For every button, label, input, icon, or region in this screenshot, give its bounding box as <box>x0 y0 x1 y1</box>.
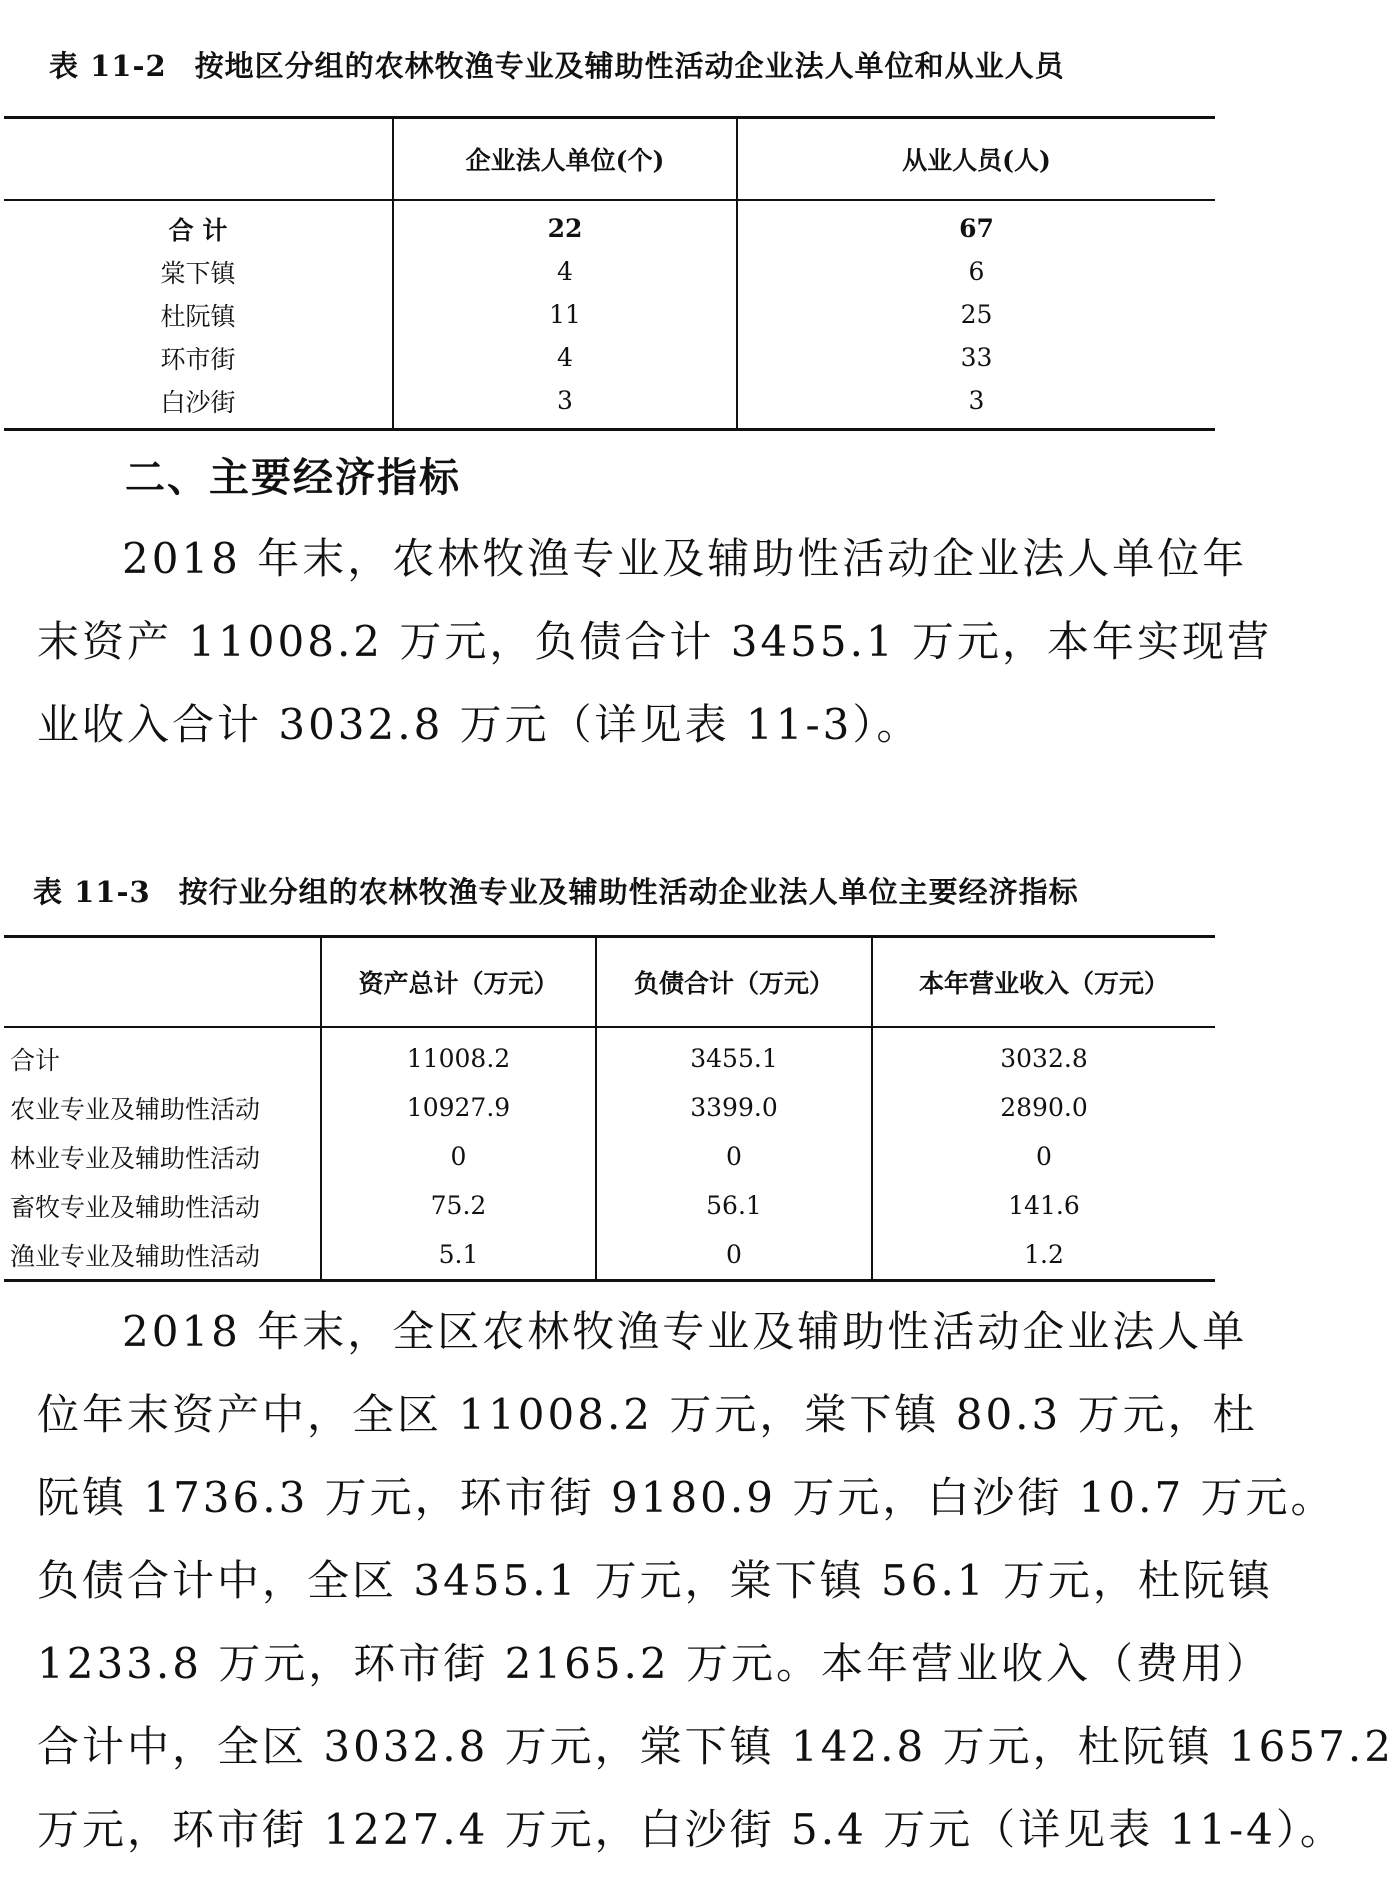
cell-assets: 0 <box>321 1132 596 1181</box>
row-label: 农业专业及辅助性活动 <box>10 1094 261 1124</box>
table-11-2 <box>4 116 1215 431</box>
table-row <box>4 1083 1215 1132</box>
cell-revenue: 2890.0 <box>872 1083 1215 1132</box>
row-label: 林业专业及辅助性活动 <box>10 1143 261 1173</box>
cell-units: 11 <box>393 293 737 336</box>
cell-units: 22 <box>393 200 737 250</box>
table-11-3-caption <box>33 870 1079 911</box>
row-label: 合计 <box>10 1045 61 1075</box>
table-11-2-caption <box>49 44 1065 85</box>
table-header-row <box>4 937 1215 1028</box>
header-cell-liabilities: 负债合计（万元） <box>596 937 872 1028</box>
cell-liabilities: 3399.0 <box>596 1083 872 1132</box>
row-label: 棠下镇 <box>160 258 236 288</box>
cell-assets: 75.2 <box>321 1181 596 1230</box>
cell-units: 4 <box>393 250 737 293</box>
paragraph-line: 2018 年末，农林牧渔专业及辅助性活动企业法人单位年 <box>122 534 1248 583</box>
table-header-row <box>4 118 1215 201</box>
table-11-3-number: 表 11-3 <box>33 875 151 909</box>
paragraph-line: 1233.8 万元，环市街 2165.2 万元。本年营业收入（费用） <box>37 1639 1271 1688</box>
cell-liabilities: 0 <box>596 1230 872 1281</box>
table-row <box>4 1230 1215 1281</box>
paragraph-summary <box>37 517 1273 766</box>
header-cell-assets: 资产总计（万元） <box>321 937 596 1028</box>
table-row <box>4 1132 1215 1181</box>
table-11-3-title: 按行业分组的农林牧渔专业及辅助性活动企业法人单位主要经济指标 <box>178 875 1079 909</box>
header-cell-revenue: 本年营业收入（万元） <box>872 937 1215 1028</box>
paragraph-line: 2018 年末，全区农林牧渔专业及辅助性活动企业法人单 <box>122 1307 1248 1356</box>
paragraph-line: 合计中，全区 3032.8 万元，棠下镇 142.8 万元，杜阮镇 1657.2 <box>37 1722 1394 1771</box>
row-label: 环市街 <box>160 344 236 374</box>
table-row <box>4 293 1215 336</box>
cell-assets: 11008.2 <box>321 1027 596 1083</box>
cell-liabilities: 0 <box>596 1132 872 1181</box>
paragraph-line: 阮镇 1736.3 万元，环市街 9180.9 万元，白沙街 10.7 万元。 <box>37 1473 1336 1522</box>
cell-employees: 6 <box>737 250 1215 293</box>
row-label: 合 计 <box>168 215 228 245</box>
row-label: 白沙街 <box>160 387 236 417</box>
table-row <box>4 1181 1215 1230</box>
paragraph-line: 末资产 11008.2 万元，负债合计 3455.1 万元，本年实现营 <box>37 617 1273 666</box>
paragraph-breakdown <box>37 1290 1394 1871</box>
cell-employees: 33 <box>737 336 1215 379</box>
paragraph-line: 负债合计中，全区 3455.1 万元，棠下镇 56.1 万元，杜阮镇 <box>37 1556 1273 1605</box>
table-11-2-title: 按地区分组的农林牧渔专业及辅助性活动企业法人单位和从业人员 <box>194 49 1065 83</box>
table-11-3 <box>4 935 1215 1282</box>
cell-employees: 67 <box>737 200 1215 250</box>
section-heading: 二、主要经济指标 <box>125 455 461 501</box>
paragraph-line: 位年末资产中，全区 11008.2 万元，棠下镇 80.3 万元，杜 <box>37 1390 1258 1439</box>
cell-liabilities: 3455.1 <box>596 1027 872 1083</box>
cell-employees: 3 <box>737 379 1215 430</box>
row-label: 渔业专业及辅助性活动 <box>10 1241 261 1271</box>
cell-revenue: 1.2 <box>872 1230 1215 1281</box>
cell-units: 4 <box>393 336 737 379</box>
cell-assets: 5.1 <box>321 1230 596 1281</box>
cell-liabilities: 56.1 <box>596 1181 872 1230</box>
cell-revenue: 141.6 <box>872 1181 1215 1230</box>
paragraph-line: 业收入合计 3032.8 万元（详见表 11-3）。 <box>37 700 922 749</box>
header-cell-empty <box>4 937 321 1028</box>
table-row <box>4 200 1215 250</box>
row-label: 畜牧专业及辅助性活动 <box>10 1192 261 1222</box>
cell-revenue: 3032.8 <box>872 1027 1215 1083</box>
table-row <box>4 250 1215 293</box>
cell-assets: 10927.9 <box>321 1083 596 1132</box>
cell-units: 3 <box>393 379 737 430</box>
header-cell-employees: 从业人员(人) <box>737 118 1215 201</box>
row-label: 杜阮镇 <box>160 301 236 331</box>
cell-revenue: 0 <box>872 1132 1215 1181</box>
table-11-2-number: 表 11-2 <box>49 49 167 83</box>
header-cell-units: 企业法人单位(个) <box>393 118 737 201</box>
header-cell-empty <box>4 118 393 201</box>
table-row <box>4 379 1215 430</box>
table-row <box>4 336 1215 379</box>
table-row <box>4 1027 1215 1083</box>
cell-employees: 25 <box>737 293 1215 336</box>
paragraph-line: 万元，环市街 1227.4 万元，白沙街 5.4 万元（详见表 11-4）。 <box>37 1805 1345 1854</box>
